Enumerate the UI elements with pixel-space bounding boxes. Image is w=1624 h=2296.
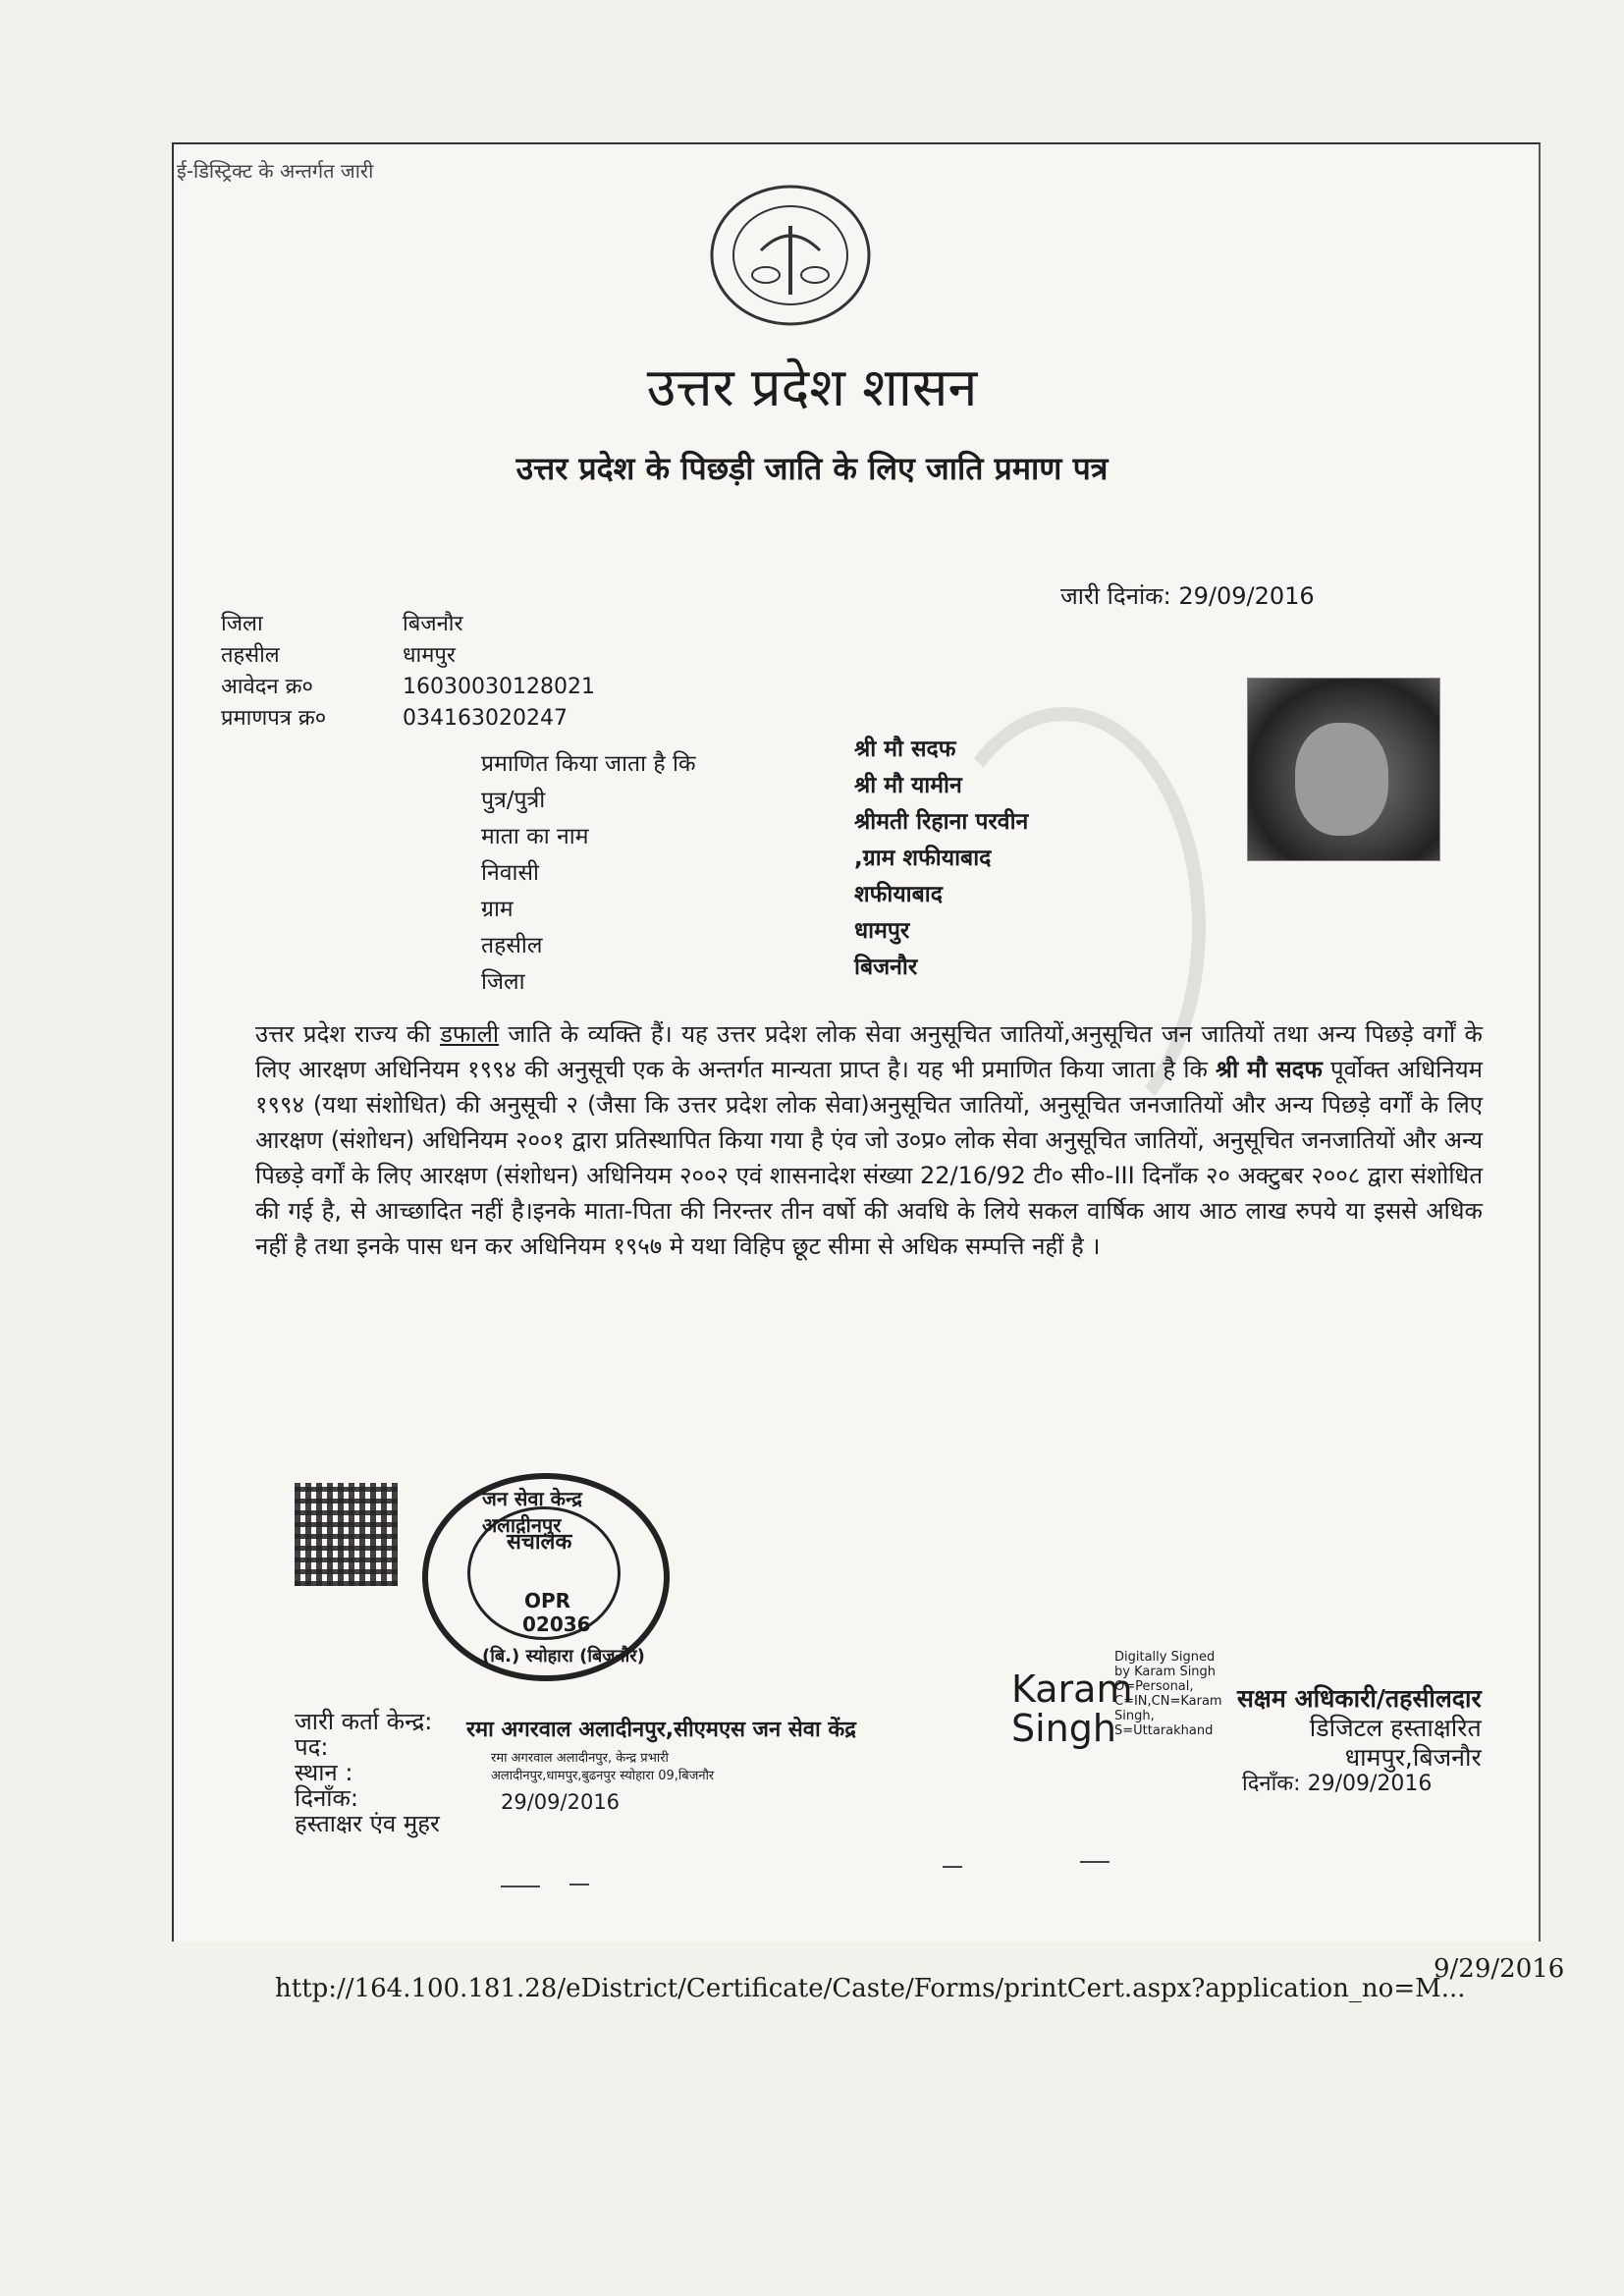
print-url[interactable]: http://164.100.181.28/eDistrict/Certificate/Caste/Forms/printCert.aspx?application_no=M...: [275, 1974, 1466, 2003]
certificate-body: उत्तर प्रदेश राज्य की डफाली जाति के व्यक्ति हैं। यह उत्तर प्रदेश लोक सेवा अनुसूचित जातियों,अनुसूचित जन जातियों तथा अन्य पिछड़े वर्गों के लिए आरक्षण अधिनियम १९९४ की अनुसूची एक के अन्तर्गत मान्यता प्राप्त है। यह भी प्रमाणित किया जाता है कि श्री मौ सदफ पूर्वोक्त अधिनियम १९९४ (यथा संशोधित) की अनुसूची २ (जैसा कि उत्तर प्रदेश लोक सेवा)अनुसूचित जातियों, अनुसूचित जनजातियों और अन्य पिछड़े वर्गों के लिए आरक्षण (संशोधन) अधिनियम २००१ द्वारा प्रतिस्थापित किया गया है एंव जो उ०प्र० लोक सेवा अनुसूचित जातियों, अनुसूचित जनजातियों और अन्य पिछड़े वर्गों के लिए आरक्षण (संशोधन) अधिनियम २००२ एवं शासनादेश संख्या 22/16/92 टी० सी०-III दिनाँक २० अक्टुबर २००८ द्वारा संशोधित की गई है, से आच्छादित नहीं है।इनके माता-पिता की निरन्तर तीन वर्षो की अवधि के लिये सकल वार्षिक आय आठ लाख रुपये या इससे अधिक नहीं है तथा इनके पास धन कर अधिनियम १९५७ मे यथा विहिप छूट सीमा से अधिक सम्पत्ति नहीं है ।: [255, 1020, 1483, 1260]
issuer-center: रमा अगरवाल अलादीनपुर,सीएमएस जन सेवा केंद्र: [466, 1718, 856, 1742]
issuer-date: 29/09/2016: [501, 1790, 621, 1814]
state-emblem-icon: [707, 182, 874, 329]
qr-code-icon: [295, 1483, 398, 1586]
officer-date: दिनाँक: 29/09/2016: [1242, 1772, 1433, 1796]
divider: [1080, 1861, 1110, 1863]
officer-block: सक्षम अधिकारी/तहसीलदार डिजिटल हस्ताक्षरित धामपुर,बिजनौर: [1237, 1684, 1482, 1772]
detail-row: आवेदन क्र० 16030030128021: [221, 675, 595, 699]
certificate-labels: प्रमाणित किया जाता है कि पुत्र/पुत्री माता का नाम निवासी ग्राम तहसील जिला: [481, 751, 696, 995]
certificate-subtitle: उत्तर प्रदेश के पिछड़ी जाति के लिए जाति प्रमाण पत्र: [515, 450, 1109, 487]
page-title: उत्तर प्रदेश शासन: [646, 356, 978, 418]
certificate-values: श्री मौ सदफ श्री मौ यामीन श्रीमती रिहाना परवीन ,ग्राम शफीयाबाद शफीयाबाद धामपुर बिजनौर: [854, 737, 1029, 980]
detail-row: प्रमाणपत्र क्र० 034163020247: [221, 706, 568, 731]
divider: [943, 1866, 962, 1868]
print-date: 9/29/2016: [1434, 1954, 1565, 1984]
digital-signature-name: Karam Singh: [1011, 1667, 1133, 1750]
detail-row: तहसील धामपुर: [221, 643, 456, 668]
details-block: [221, 609, 595, 735]
applicant-photo: [1247, 678, 1440, 861]
header-note: ई-डिस्ट्रिक्ट के अन्तर्गत जारी: [177, 159, 374, 183]
issue-date: जारी दिनांक: 29/09/2016: [1060, 582, 1315, 610]
divider: [569, 1884, 589, 1886]
digital-signature-details: Digitally Signed by Karam Singh O=Personal, C=IN,CN=Karam Singh, S=Uttarakhand: [1114, 1650, 1222, 1738]
divider: [501, 1886, 540, 1887]
official-seal: जन सेवा केन्द्र अलादीनपुर संचालक OPR 02036 (बि.) स्योहारा (बिजनौर): [422, 1473, 670, 1681]
issuer-labels: जारी कर्ता केन्द्र: पद: स्थान : दिनाँक: हस्ताक्षर एंव मुहर: [295, 1708, 440, 1837]
detail-row: जिला बिजनौर: [221, 612, 463, 636]
issuer-post: रमा अगरवाल अलादीनपुर, केन्द्र प्रभारी: [491, 1751, 669, 1766]
issuer-place: अलादीनपुर,धामपुर,बुढनपुर स्योहारा 09,बिजनौर: [491, 1769, 715, 1783]
